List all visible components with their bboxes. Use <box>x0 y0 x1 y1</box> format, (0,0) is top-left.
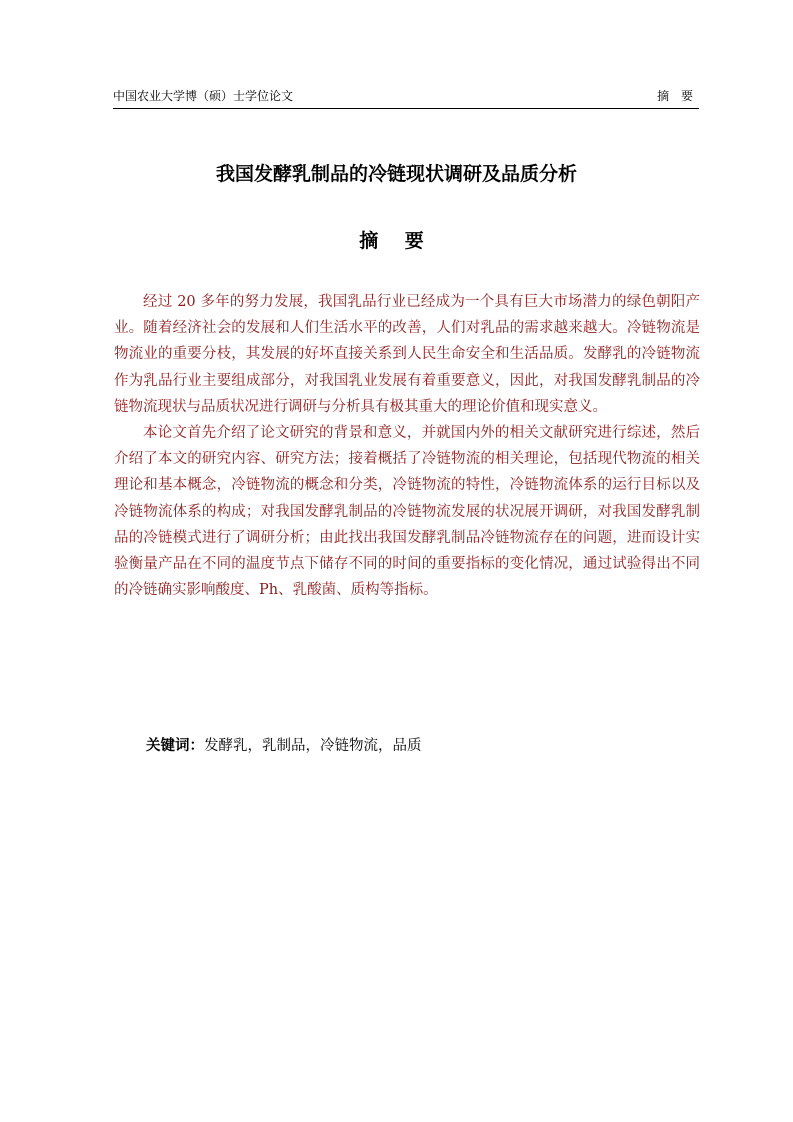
page-header <box>113 86 699 109</box>
header-section-label: 摘 要 <box>657 89 697 103</box>
keywords-value: 发酵乳，乳制品，冷链物流，品质 <box>204 738 422 754</box>
abstract-heading: 摘 要 <box>359 230 434 252</box>
keywords-label: 关键词： <box>146 737 204 754</box>
thesis-title: 我国发酵乳制品的冷链现状调研及品质分析 <box>215 163 577 185</box>
abstract-body <box>114 289 700 603</box>
abstract-paragraph-1: 经过 20 多年的努力发展，我国乳品行业已经成为一个具有巨大市场潜力的绿色朝阳产业。随着经济社会的发展和人们生活水平的改善，人们对乳品的需求越来越大。冷链物流是物流业的重要分枝，其发展的好坏直接关系到人民生命安全和生活品质。发酵乳的冷链物流作为乳品行业主要组成部分，对我国乳业发展有着重要意义，因此，对我国发酵乳制品的冷链物流现状与品质状况进行调研与分析具有极其重大的理论价值和现实意义。 <box>114 294 700 415</box>
header-thesis-label: 中国农业大学博（硕）士学位论文 <box>113 89 294 103</box>
keywords-line <box>146 733 422 759</box>
abstract-paragraph-2: 本论文首先介绍了论文研究的背景和意义，并就国内外的相关文献研究进行综述，然后介绍了本文的研究内容、研究方法；接着概括了冷链物流的相关理论，包括现代物流的相关理论和基本概念，冷链物流的概念和分类，冷链物流的特性，冷链物流体系的运行目标以及冷链物流体系的构成；对我国发酵乳制品的冷链物流发展的状况展开调研，对我国发酵乳制品的冷链模式进行了调研分析；由此找出我国发酵乳制品冷链物流存在的问题，进而设计实验衡量产品在不同的温度节点下储存不同的时间的重要指标的变化情况，通过试验得出不同的冷链确实影响酸度、Ph、乳酸菌、质构等指标。 <box>114 425 700 599</box>
